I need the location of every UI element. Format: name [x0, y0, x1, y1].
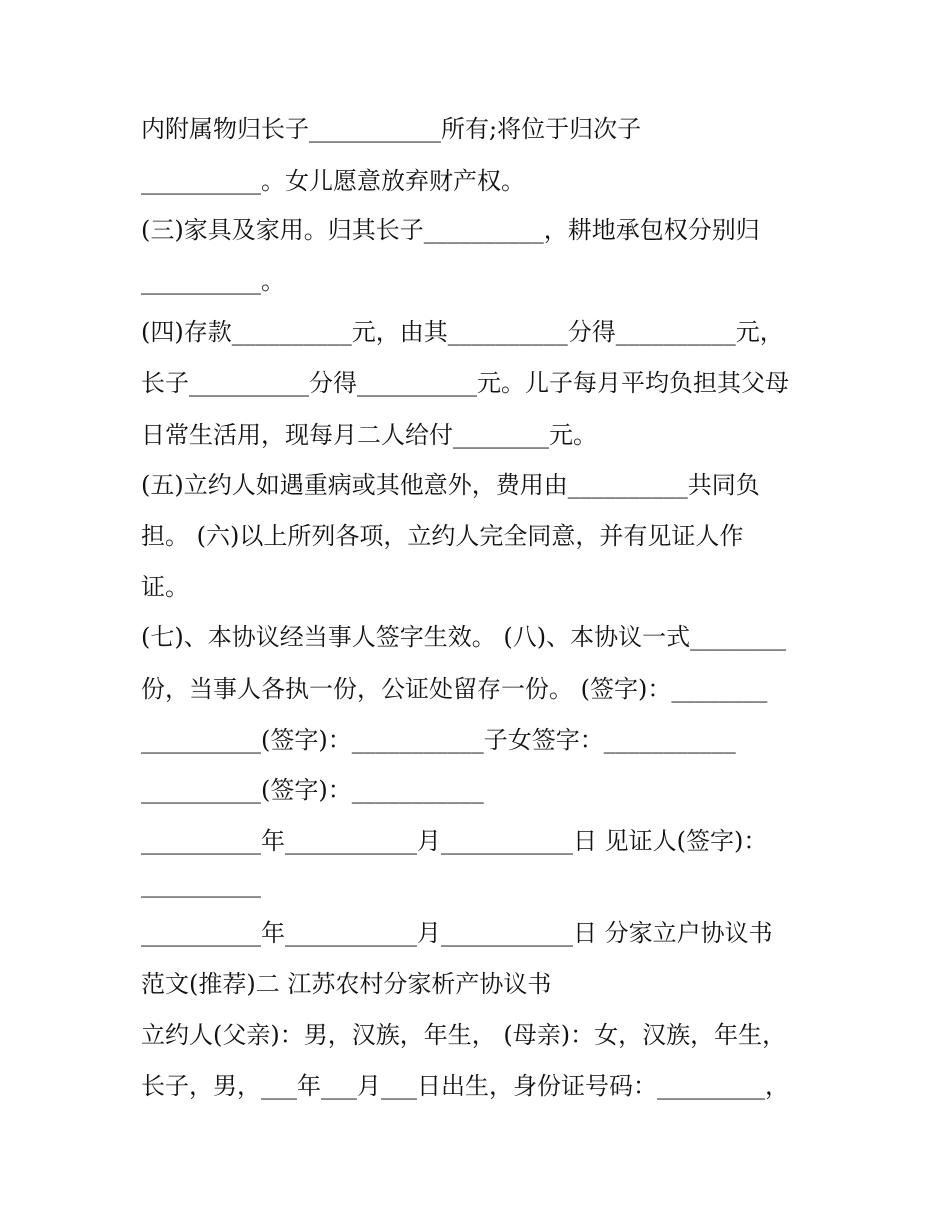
text-line: 担。 (六)以上所列各项，立约人完全同意，并有见证人作 [141, 522, 744, 550]
text-line: 长子，男，___年___月___日出生，身份证号码：_________， [141, 1072, 789, 1100]
text-line: 长子__________分得__________元。儿子每月平均负担其父母 [141, 369, 789, 397]
text-line: 范文(推荐)二 江苏农村分家析产协议书 [141, 970, 552, 998]
text-line: __________。 [141, 267, 285, 295]
text-line: 日常生活用，现每月二人给付________元。 [141, 421, 597, 449]
text-line: __________(签字)：___________子女签字：___________ [141, 726, 736, 754]
text-line: 证。 [141, 573, 189, 601]
text-line: __________(签字)：___________ [141, 776, 484, 804]
text-line: 内附属物归长子___________所有;将位于归次子 [141, 115, 642, 143]
text-line: __________年___________月___________日 见证人(签字)： [141, 827, 768, 855]
text-line: 立约人(父亲)：男，汉族，年生， (母亲)：女，汉族，年生， [141, 1021, 787, 1049]
text-line: (四)存款__________元，由其__________分得__________元， [141, 318, 784, 346]
text-line: __________。女儿愿意放弃财产权。 [141, 167, 525, 195]
text-line: (五)立约人如遇重病或其他意外，费用由__________共同负 [141, 471, 760, 499]
text-line: __________年___________月___________日 分家立户协议书 [141, 919, 773, 947]
text-line: __________ [141, 870, 261, 898]
text-line: 份，当事人各执一份，公证处留存一份。 (签字)：________ [141, 675, 768, 703]
text-line: (七)、本协议经当事人签字生效。 (八)、本协议一式________ [141, 623, 787, 651]
text-line: (三)家具及家用。归其长子__________，耕地承包权分别归 [141, 216, 760, 244]
